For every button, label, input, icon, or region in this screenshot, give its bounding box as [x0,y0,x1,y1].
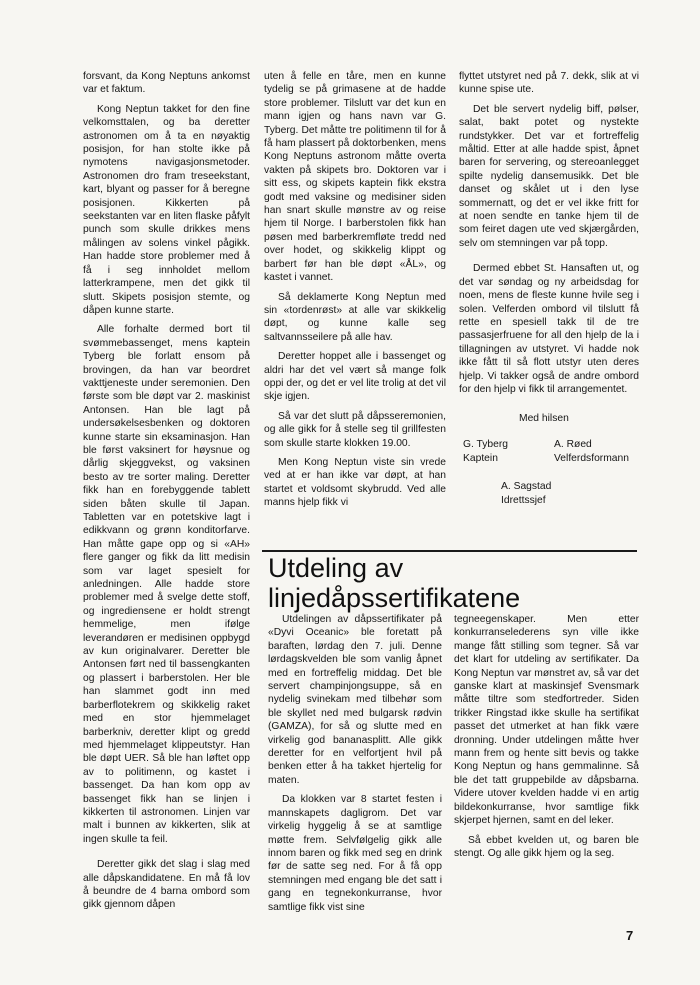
paragraph: Det ble servert nydelig biff, pølser, salat, bakt potet og nystekte rundstykker. Det var et fortreffelig måltid. Etter at alle hadde spist, åpnet baren for servering, og stereoanlegget spilte nydelig dansemusikk. Det ble danset og skålet ut i den lyse sommernatt, og det er vel ikke fritt for at noen sendte en tanke hjem til de som feiret dagen ute ved skjærgården, selv om stemningen var på topp. [459,103,639,249]
paragraph: Dermed ebbet St. Hansaften ut, og det var søndag og ny arbeidsdag for noen, mens de fleste kunne hvile seg i solen. Velferden ombord vil tilslutt få rette en spesiell takk til de tre passasjerfruene for all den hjelp de la i tillagningen av utstyret. Vi hadde nok ikke fått til så flott utstyr uten deres hjelp. Vi takker også de andre ombord for den hjelp vi fikk til arrangementet. [459,263,639,395]
page-number: 7 [626,928,634,943]
paragraph: Deretter gikk det slag i slag med alle dåpskandidatene. En må få lov å beundre de 4 barna ombord som gikk gjennom dåpen [83,859,250,911]
signer-sagstad [501,480,551,507]
paragraph: Da klokken var 8 startet festen i mannskapets dagligrom. Det var virkelig hyggelig å se at samtlige møtte frem. Selvfølgelig gikk alle innom baren og fikk med seg en drink før de satte seg ned. For å få opp stemningen med engang ble det satt i gang en tegnekonkurranse, hvor samtlige fikk vist sine [268,794,442,913]
article-headline: Utdeling av linjedåpssertifikatene [268,553,521,613]
signer-name: G. Tyberg [463,439,509,451]
article-column-3 [459,70,639,522]
paragraph: forsvant, da Kong Neptuns ankomst var et faktum. [83,71,250,96]
signer-title: Velferdsformann [554,452,629,464]
signer-name: A. Røed [554,439,592,451]
article2-column-1 [268,613,442,920]
paragraph: Så deklamerte Kong Neptun med sin «tordenrøst» at alle var skikkelig døpt, og kunne kalle seg saltvannsseilere på alle hav. [264,291,446,343]
signer-name: A. Sagstad [501,481,552,493]
paragraph: Utdelingen av dåpssertifikater på «Dyvi Oceanic» ble foretatt på baraften, lørdag den 7. juli. Denne lørdagskvelden ble som vanlig åpnet med en fortreffelig middag. Det ble servert champinjongsuppe, så en nydelig svinekam med tilbehør som ble skyllet ned med bulgarsk rødvin (GAMZA), for så og slutte med en virkelig god bananasplitt. Alle gikk deretter for en velfortjent hvil på benken etter å ha takket hjertelig for maten. [268,614,442,786]
paragraph: uten å felle en tåre, men en kunne tydelig se på grimasene at de hadde store problemer. Tilslutt var det kun en mann igjen og hans navn var G. Tyberg. Det måtte tre politimenn til for å få ham plassert på doktorbenken, mens Kong Neptuns astronom måtte overta vakten på skipets bro. Doktoren var i sitt ess, og skipets kaptein fikk ekstra godt med vaksine og medisiner siden han snart skulle mønstre av og reise hjem til Norge. I barberstolen fikk han pøsen med barberkremfløte tredd ned over hodet, og skikkelig klippt og barbert før han ble døpt «ÅL», og kastet i vannet. [264,71,446,284]
signature-block [459,402,639,522]
article-column-2 [264,70,446,516]
paragraph: Men Kong Neptun viste sin vrede ved at er han ikke var døpt, at han startet et voldsomt skybrudd. Ved alle manns hjelp fikk vi [264,456,446,509]
article-column-1 [83,70,250,918]
paragraph: flyttet utstyret ned på 7. dekk, slik at vi kunne spise ute. [459,71,639,96]
section-divider [262,550,637,552]
article2-column-2 [454,613,639,866]
greeting: Med hilsen [519,413,569,425]
signer-title: Idrettssjef [501,494,546,506]
signer-roed [554,438,629,465]
signer-tyberg [463,438,508,465]
paragraph: Deretter hoppet alle i bassenget og aldri har det vel vært så mange folk oppi der, og det er vel lite trolig at det vil skje igjen. [264,351,446,403]
paragraph: tegneegenskaper. Men etter konkurranselederens syn ville ikke mange fått stilling som tegner. Så var det klart for utdeling av sertifikater. Da Kong Neptun var mønstret av, så var det ganske klart at maskinsjef Svensmark måtte tiltre som stedfortreder. Siden trikker Ringstad ikke skulle ha sertifikat passet det utmerket at han fikk være dronning. Under utdelingen måtte hver mann frem og hente sitt bevis og takke Kong Neptun og hans gemmalinne. Så ble det tatt gruppebilde av dåpsbarna. Videre utover kvelden hadde vi en artig bildekonkurranse, hvor samtlige fikk skjerpet hjernen, samt en del leker. [454,614,639,827]
paragraph: Kong Neptun takket for den fine velkomsttalen, og ba deretter astronomen om å ta en nøyaktig posisjon, for han stolte ikke på nymotens navigasjonsmetoder. Astronomen dro fram treseekstant, kart, blyant og passer for å beregne posisjonen. Kikkerten på seekstanten var en liten flaske påfylt punch som skulle drikkes mens målingen av solens vinkel pågikk. Han hadde store problemer med å få i seg innholdet mellom latterkrampene, men det gikk til slutt. Skipets posisjon stemte, og dåpen kunne starte. [83,103,250,316]
paragraph: Så var det slutt på dåpsseremonien, og alle gikk for å stelle seg til grillfesten som skulle starte klokken 19.00. [264,410,446,449]
paragraph: Så ebbet kvelden ut, og baren ble stengt. Og alle gikk hjem og la seg. [454,834,639,859]
signer-title: Kaptein [463,452,498,464]
paragraph: Alle forhalte dermed bort til svømmebassenget, mens kaptein Tyberg ble forlatt ensom på brovingen, da han var beordret vakttjeneste under seremonien. Den første som ble døpt var 2. maskinist Antonsen. Han ble lagt på undersøkelsesbenken og doktoren kunne starte sin eksaminasjon. Han ble først vaksinert for høysnue og dårlig skjeggvekst, og vaksinen besto av tre sorter maling. Deretter fikk han en forebyggende tablett siden båten skulle til Japan. Tabletten var en potetskive lagt i edikkvann og grønn konditorfarve. Han måtte gape opp og si «AH» flere ganger og fikk da litt medisin som var laget spesielt for anledningen. Alle hadde store problemer med å svelge dette stoff, og ingrediensene er holdt strengt hemmelige, men ifølge leverandøren er medisinen oppbygd av kun originalvarer. Deretter ble Antonsen ført ned til bassengkanten og plassert i barberstolen. Her ble han slammet godt inn med barberflotekrem og skikkelig raket med en stor hjemmelaget barberkniv, deretter klipt og gredd med hjemmelaget klippeutstyr. Han ble døpt UER. Så ble han løftet opp av to politimenn, og kastet i bassenget. Da han kom opp av bassenget fikk han se linjen i kikkerten til astronomen. Linjen var malt i bunnen av kikkerten, slik at ingen skulle ta feil. [83,324,250,845]
